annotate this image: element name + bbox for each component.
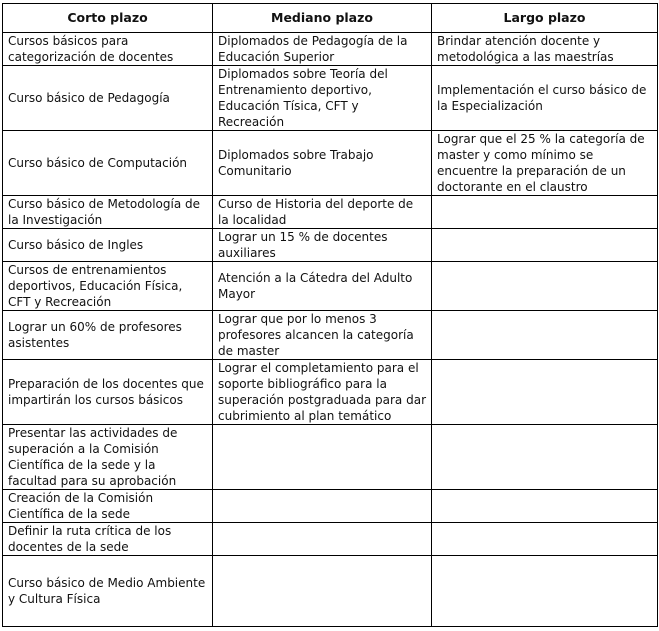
cell-mediano: Diplomados de Pedagogía de la Educación Superior — [213, 33, 432, 66]
cell-corto: Curso básico de Pedagogía — [3, 66, 213, 131]
cell-largo — [432, 229, 658, 262]
cell-largo — [432, 490, 658, 523]
cell-mediano — [213, 490, 432, 523]
cell-mediano: Lograr el completamiento para el soporte bibliográfico para la superación postgraduada para dar cubrimiento al plan temático — [213, 360, 432, 425]
cell-mediano — [213, 556, 432, 627]
table-row — [3, 66, 658, 131]
table-row — [3, 425, 658, 490]
table-row — [3, 196, 658, 229]
table-row — [3, 556, 658, 627]
cell-largo — [432, 262, 658, 311]
cell-mediano: Curso de Historia del deporte de la localidad — [213, 196, 432, 229]
cell-corto: Curso básico de Ingles — [3, 229, 213, 262]
cell-mediano — [213, 425, 432, 490]
cell-corto: Curso básico de Medio Ambiente y Cultura Física — [3, 556, 213, 627]
cell-corto: Creación de la Comisión Científica de la sede — [3, 490, 213, 523]
cell-corto: Curso básico de Computación — [3, 131, 213, 196]
cell-corto: Curso básico de Metodología de la Investigación — [3, 196, 213, 229]
cell-mediano: Diplomados sobre Teoría del Entrenamiento deportivo, Educación Tísica, CFT y Recreación — [213, 66, 432, 131]
cell-largo — [432, 523, 658, 556]
cell-largo: Implementación el curso básico de la Especialización — [432, 66, 658, 131]
header-largo-plazo: Largo plazo — [432, 4, 658, 33]
cell-corto: Presentar las actividades de superación a la Comisión Científica de la sede y la facultad para su aprobación — [3, 425, 213, 490]
plan-table — [2, 3, 658, 627]
cell-largo — [432, 425, 658, 490]
cell-mediano — [213, 523, 432, 556]
header-mediano-plazo: Mediano plazo — [213, 4, 432, 33]
table-row — [3, 523, 658, 556]
cell-largo — [432, 360, 658, 425]
header-corto-plazo: Corto plazo — [3, 4, 213, 33]
cell-corto: Preparación de los docentes que impartirán los cursos básicos — [3, 360, 213, 425]
table-row — [3, 490, 658, 523]
table-row — [3, 131, 658, 196]
cell-largo — [432, 196, 658, 229]
cell-largo: Lograr que el 25 % la categoría de master y como mínimo se encuentre la preparación de un doctorante en el claustro — [432, 131, 658, 196]
cell-mediano: Atención a la Cátedra del Adulto Mayor — [213, 262, 432, 311]
table-row — [3, 229, 658, 262]
cell-corto: Cursos básicos para categorización de docentes — [3, 33, 213, 66]
table-row — [3, 360, 658, 425]
table-row — [3, 262, 658, 311]
header-row — [3, 4, 658, 33]
cell-mediano: Lograr un 15 % de docentes auxiliares — [213, 229, 432, 262]
cell-mediano: Diplomados sobre Trabajo Comunitario — [213, 131, 432, 196]
table-row — [3, 33, 658, 66]
cell-largo — [432, 311, 658, 360]
cell-corto: Lograr un 60% de profesores asistentes — [3, 311, 213, 360]
cell-mediano: Lograr que por lo menos 3 profesores alcancen la categoría de master — [213, 311, 432, 360]
cell-largo: Brindar atención docente y metodológica a las maestrías — [432, 33, 658, 66]
cell-corto: Cursos de entrenamientos deportivos, Educación Física, CFT y Recreación — [3, 262, 213, 311]
cell-largo — [432, 556, 658, 627]
cell-corto: Definir la ruta crítica de los docentes de la sede — [3, 523, 213, 556]
table-row — [3, 311, 658, 360]
